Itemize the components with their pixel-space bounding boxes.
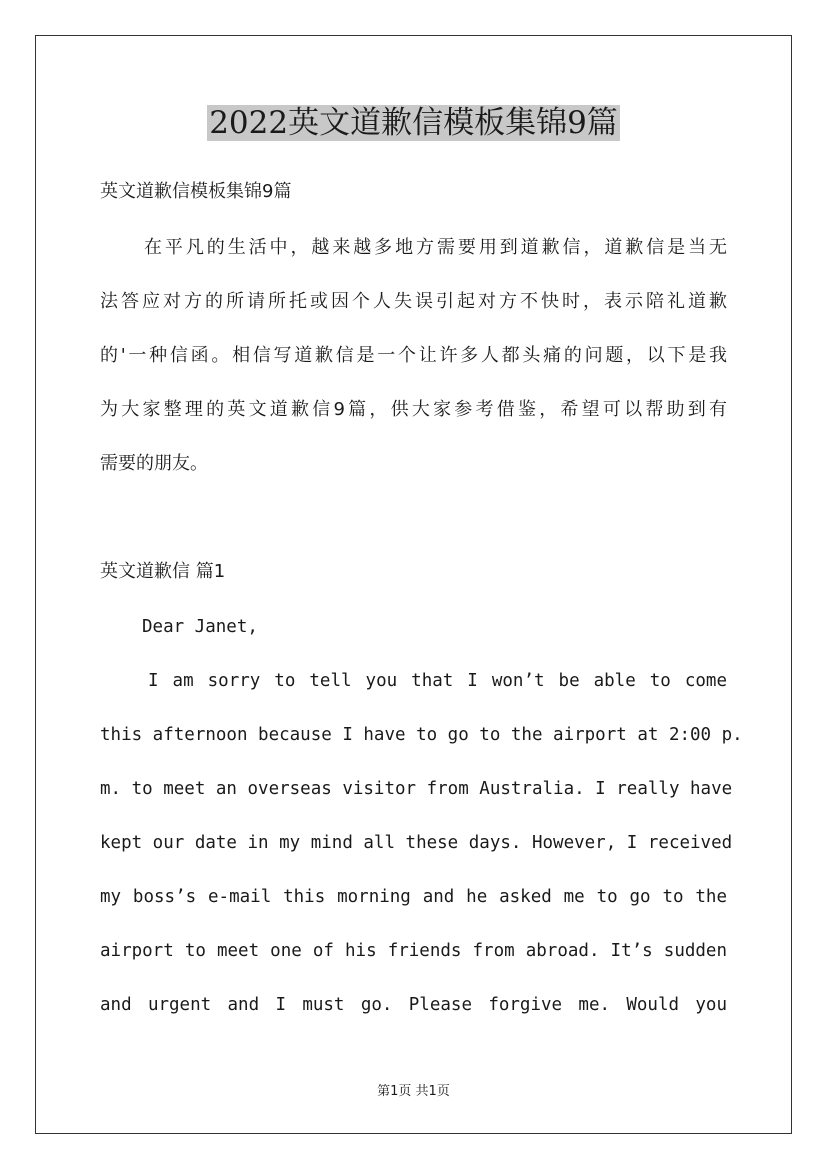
letter-line: airport to meet one of his friends from abroad. It’s sudden bbox=[100, 941, 727, 961]
document-title bbox=[0, 101, 827, 145]
letter-line: and urgent and I must go. Please forgive me. Would you bbox=[100, 995, 727, 1015]
letter-greeting: Dear Janet, bbox=[142, 617, 258, 637]
letter-line: I am sorry to tell you that I won’t be able to come bbox=[148, 671, 727, 691]
letter-line: my boss’s e-mail this morning and he asked me to go to the bbox=[100, 887, 727, 907]
intro-line: 需要的朋友。 bbox=[100, 453, 208, 474]
document-title-text: 2022英文道歉信模板集锦9篇 bbox=[209, 105, 618, 141]
section-heading: 英文道歉信 篇1 bbox=[100, 561, 226, 582]
intro-line: 的'一种信函。相信写道歉信是一个让许多人都头痛的问题，以下是我 bbox=[100, 345, 727, 366]
document-subtitle: 英文道歉信模板集锦9篇 bbox=[100, 181, 292, 202]
intro-line: 法答应对方的所请所托或因个人失误引起对方不快时，表示陪礼道歉 bbox=[100, 291, 727, 312]
letter-line: m. to meet an overseas visitor from Australia. I really have bbox=[100, 779, 733, 799]
intro-line: 在平凡的生活中，越来越多地方需要用到道歉信，道歉信是当无 bbox=[144, 237, 727, 258]
letter-line: kept our date in my mind all these days. However, I received bbox=[100, 833, 733, 853]
intro-line: 为大家整理的英文道歉信9篇，供大家参考借鉴，希望可以帮助到有 bbox=[100, 399, 727, 420]
page-footer: 第1页 共1页 bbox=[377, 1084, 450, 1099]
letter-line: this afternoon because I have to go to the airport at 2:00 p. bbox=[100, 725, 743, 745]
